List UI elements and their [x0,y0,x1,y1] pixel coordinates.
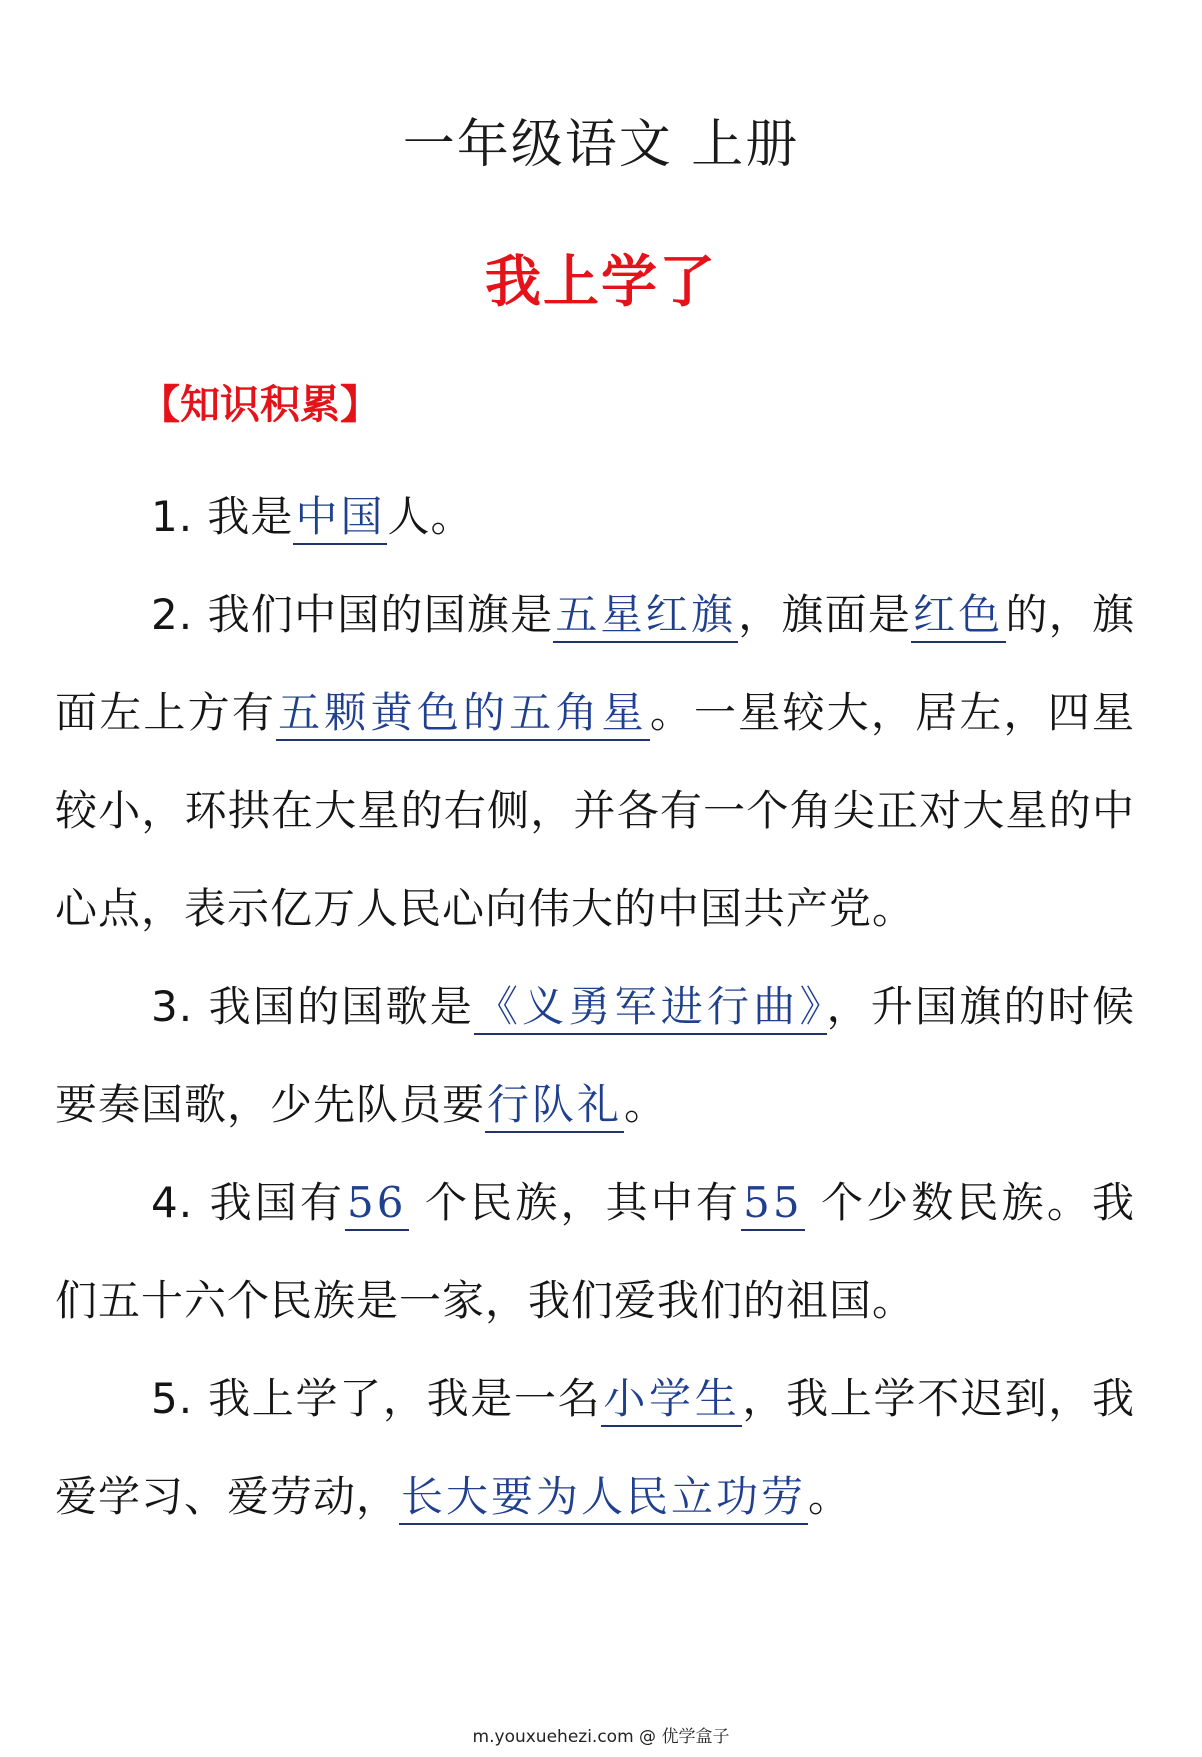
page-title: 一年级语文 上册 [402,115,800,175]
knowledge-item [55,1154,1135,1350]
knowledge-list [55,468,1135,1546]
knowledge-item [55,1350,1135,1546]
answer-text: 行队礼 [485,1080,624,1133]
answer-text: 五星红旗 [553,590,738,643]
item-text: 的，旗面左上方有 [55,590,1135,737]
item-text: 个少数民族。我们五十六个民族是一家，我们爱我们的祖国。 [55,1178,1135,1325]
knowledge-item [55,566,1135,958]
answer-text: 《义勇军进行曲》 [474,982,827,1035]
knowledge-item [55,468,1135,566]
answer-text: 56 [345,1178,408,1231]
item-text: 5. 我上学了，我是一名 [151,1374,602,1423]
answer-text: 五颗黄色的五角星 [276,688,650,741]
item-text: 1. 我是 [151,492,294,541]
item-text: 4. 我国有 [151,1178,346,1227]
answer-text: 中国 [293,492,387,545]
answer-text: 55 [741,1178,804,1231]
knowledge-item [55,958,1135,1154]
item-text: 人。 [387,492,474,541]
item-text: ，升国旗的时候要奏国歌，少先队员要 [55,982,1135,1129]
item-text: 。一星较大，居左，四星较小，环拱在大星的右侧，并各有一个角尖正对大星的中心点，表示亿万人民心向伟大的中国共产党。 [55,688,1135,933]
lesson-title: 我上学了 [485,250,717,315]
item-text: 3. 我国的国歌是 [151,982,474,1031]
answer-text: 小学生 [601,1374,742,1427]
footer-watermark: m.youxuehezi.com @ 优学盒子 [472,1727,730,1747]
item-text: 个民族，其中有 [408,1178,742,1227]
answer-text: 红色 [911,590,1005,643]
item-text: 。 [624,1080,668,1129]
item-text: 2. 我们中国的国旗是 [151,590,554,639]
section-heading: 【知识积累】 [140,382,380,428]
item-text: ，我上学不迟到，我爱学习、爱劳动， [55,1374,1135,1521]
answer-text: 长大要为人民立功劳 [399,1472,808,1525]
item-text: ，旗面是 [738,590,912,639]
item-text: 。 [808,1472,852,1521]
